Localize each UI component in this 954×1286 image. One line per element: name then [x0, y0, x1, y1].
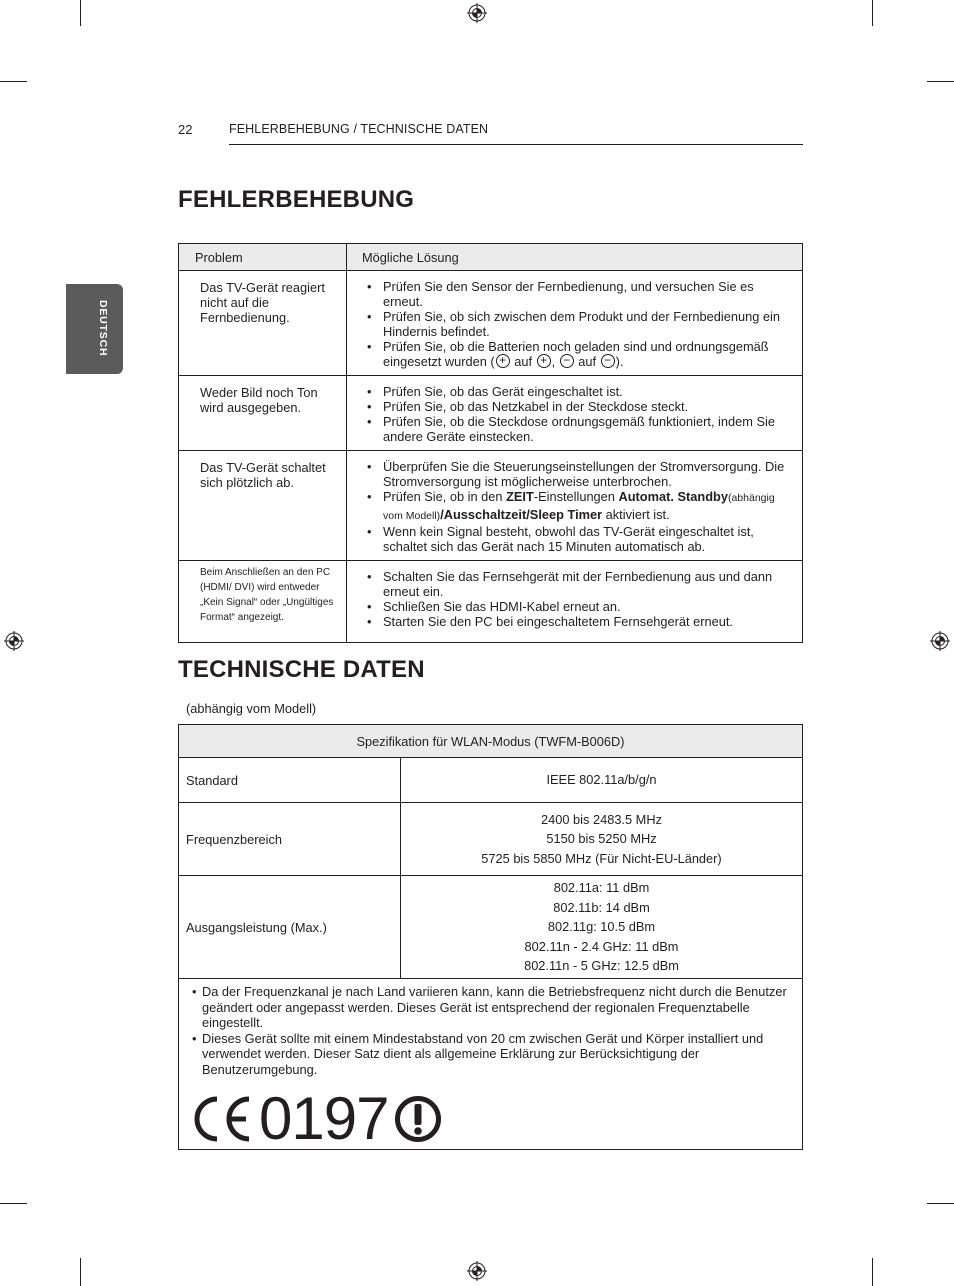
- registration-mark-icon: [467, 3, 487, 23]
- col-solution: Mögliche Lösung: [347, 244, 803, 271]
- table-header-row: [179, 244, 803, 271]
- power-value: 802.11b: 14 dBm: [553, 899, 650, 915]
- frequency-value: 5725 bis 5850 MHz (Für Nicht-EU-Länder): [481, 850, 722, 866]
- list-item: • Prüfen Sie, ob das Netzkabel in der Steckdose steckt.: [361, 399, 794, 414]
- problem-cell: Das TV-Gerät schaltet sich plötzlich ab.: [179, 451, 347, 561]
- registration-mark-icon: [4, 631, 24, 651]
- frequency-values: [401, 803, 803, 876]
- list-item: • Überprüfen Sie die Steuerungseinstellungen der Stromversorgung. Die Stromversorgung ist möglicherweise unterbrochen.: [361, 459, 794, 489]
- power-value: 802.11n - 2.4 GHz: 11 dBm: [524, 938, 679, 954]
- standard-value: IEEE 802.11a/b/g/n: [401, 758, 803, 803]
- troubleshooting-table: [178, 243, 803, 643]
- table-row: [179, 376, 803, 451]
- problem-cell: Beim Anschließen an den PC (HDMI/ DVI) wird entweder „Kein Signal“ oder „Ungültiges Format“ angezeigt.: [179, 561, 347, 643]
- problem-cell: Das TV-Gerät reagiert nicht auf die Fernbedienung.: [179, 271, 347, 376]
- table-row: [179, 451, 803, 561]
- ce-mark-icon: [189, 1095, 253, 1143]
- list-item: • Schließen Sie das HDMI-Kabel erneut an.: [361, 599, 794, 614]
- ce-marking: [189, 1085, 794, 1152]
- list-item: • Dieses Gerät sollte mit einem Mindestabstand von 20 cm zwischen Gerät und Körper installiert und verwendet werden. Dieser Satz dient als allgemeine Erklärung zur Berücksichtigung der Benutzerumgebung.: [186, 1031, 794, 1078]
- solution-cell: [347, 376, 803, 451]
- table-row: [179, 876, 803, 979]
- solution-cell: [347, 451, 803, 561]
- power-value: 802.11g: 10.5 dBm: [547, 919, 656, 935]
- list-item: • Prüfen Sie, ob das Gerät eingeschaltet ist.: [361, 384, 794, 399]
- crop-mark: [872, 0, 873, 26]
- solution-cell: [347, 271, 803, 376]
- alert-icon: [394, 1095, 442, 1143]
- plus-icon: +: [537, 354, 551, 368]
- list-item: • Prüfen Sie, ob in den ZEIT-Einstellungen Automat. Standby(abhängig vom Modell)/Ausschaltzeit/Sleep Timer aktiviert ist.: [361, 489, 794, 524]
- list-item: • Schalten Sie das Fernsehgerät mit der Fernbedienung aus und dann erneut ein.: [361, 569, 794, 599]
- frequency-value: 5150 bis 5250 MHz: [546, 831, 657, 847]
- notes-cell: [179, 979, 803, 1150]
- power-values: [401, 876, 803, 979]
- list-item: • Prüfen Sie, ob die Batterien noch geladen sind und ordnungsgemäß eingesetzt wurden ( + auf + , − auf − ).: [361, 339, 794, 369]
- notified-body-number: 0197: [259, 1085, 389, 1152]
- table-row: [179, 561, 803, 643]
- table-row: [179, 271, 803, 376]
- frequency-label: Frequenzbereich: [179, 803, 401, 876]
- table-row: [179, 979, 803, 1150]
- list-item: • Starten Sie den PC bei eingeschaltetem Fernsehgerät erneut.: [361, 614, 794, 629]
- col-problem: Problem: [179, 244, 347, 271]
- crop-mark: [927, 81, 954, 82]
- registration-mark-icon: [930, 631, 950, 651]
- minus-icon: −: [601, 354, 615, 368]
- technical-title: TECHNISCHE DATEN: [178, 656, 425, 683]
- registration-mark-icon: [467, 1261, 487, 1281]
- standard-label: Standard: [179, 758, 401, 803]
- list-item: • Da der Frequenzkanal je nach Land variieren kann, kann die Betriebsfrequenz nicht durch die Benutzer geändert oder angepasst werden. Dieses Gerät ist entsprechend der regionalen Frequenztabelle eingestellt.: [186, 984, 794, 1031]
- crop-mark: [80, 1258, 81, 1286]
- solution-cell: [347, 561, 803, 643]
- list-item: • Prüfen Sie den Sensor der Fernbedienung, und versuchen Sie es erneut.: [361, 279, 794, 309]
- table-row: [179, 758, 803, 803]
- spec-caption: Spezifikation für WLAN-Modus (TWFM-B006D): [179, 725, 803, 758]
- crop-mark: [872, 1258, 873, 1286]
- list-item: • Prüfen Sie, ob sich zwischen dem Produkt und der Fernbedienung ein Hindernis befindet.: [361, 309, 794, 339]
- list-item: • Wenn kein Signal besteht, obwohl das TV-Gerät eingeschaltet ist, schaltet sich das Gerät nach 15 Minuten automatisch ab.: [361, 524, 794, 554]
- plus-icon: +: [496, 354, 510, 368]
- power-label: Ausgangsleistung (Max.): [179, 876, 401, 979]
- list-item: • Prüfen Sie, ob die Steckdose ordnungsgemäß funktioniert, indem Sie andere Geräte einstecken.: [361, 414, 794, 444]
- model-note: (abhängig vom Modell): [186, 701, 317, 716]
- page-number: 22: [178, 122, 193, 137]
- crop-mark: [0, 81, 27, 82]
- running-head: FEHLERBEHEBUNG / TECHNISCHE DATEN: [229, 122, 489, 136]
- crop-mark: [80, 0, 81, 26]
- troubleshooting-title: FEHLERBEHEBUNG: [178, 186, 415, 213]
- language-tab-label: DEUTSCH: [97, 300, 109, 357]
- frequency-value: 2400 bis 2483.5 MHz: [541, 811, 662, 827]
- power-value: 802.11a: 11 dBm: [553, 880, 650, 896]
- spec-table: [178, 724, 803, 1150]
- language-tab: [66, 284, 123, 374]
- minus-icon: −: [560, 354, 574, 368]
- crop-mark: [0, 1203, 27, 1204]
- power-value: 802.11n - 5 GHz: 12.5 dBm: [524, 958, 679, 974]
- header-rule: [229, 144, 803, 145]
- problem-cell: Weder Bild noch Ton wird ausgegeben.: [179, 376, 347, 451]
- table-row: [179, 725, 803, 758]
- table-row: [179, 803, 803, 876]
- crop-mark: [927, 1203, 954, 1204]
